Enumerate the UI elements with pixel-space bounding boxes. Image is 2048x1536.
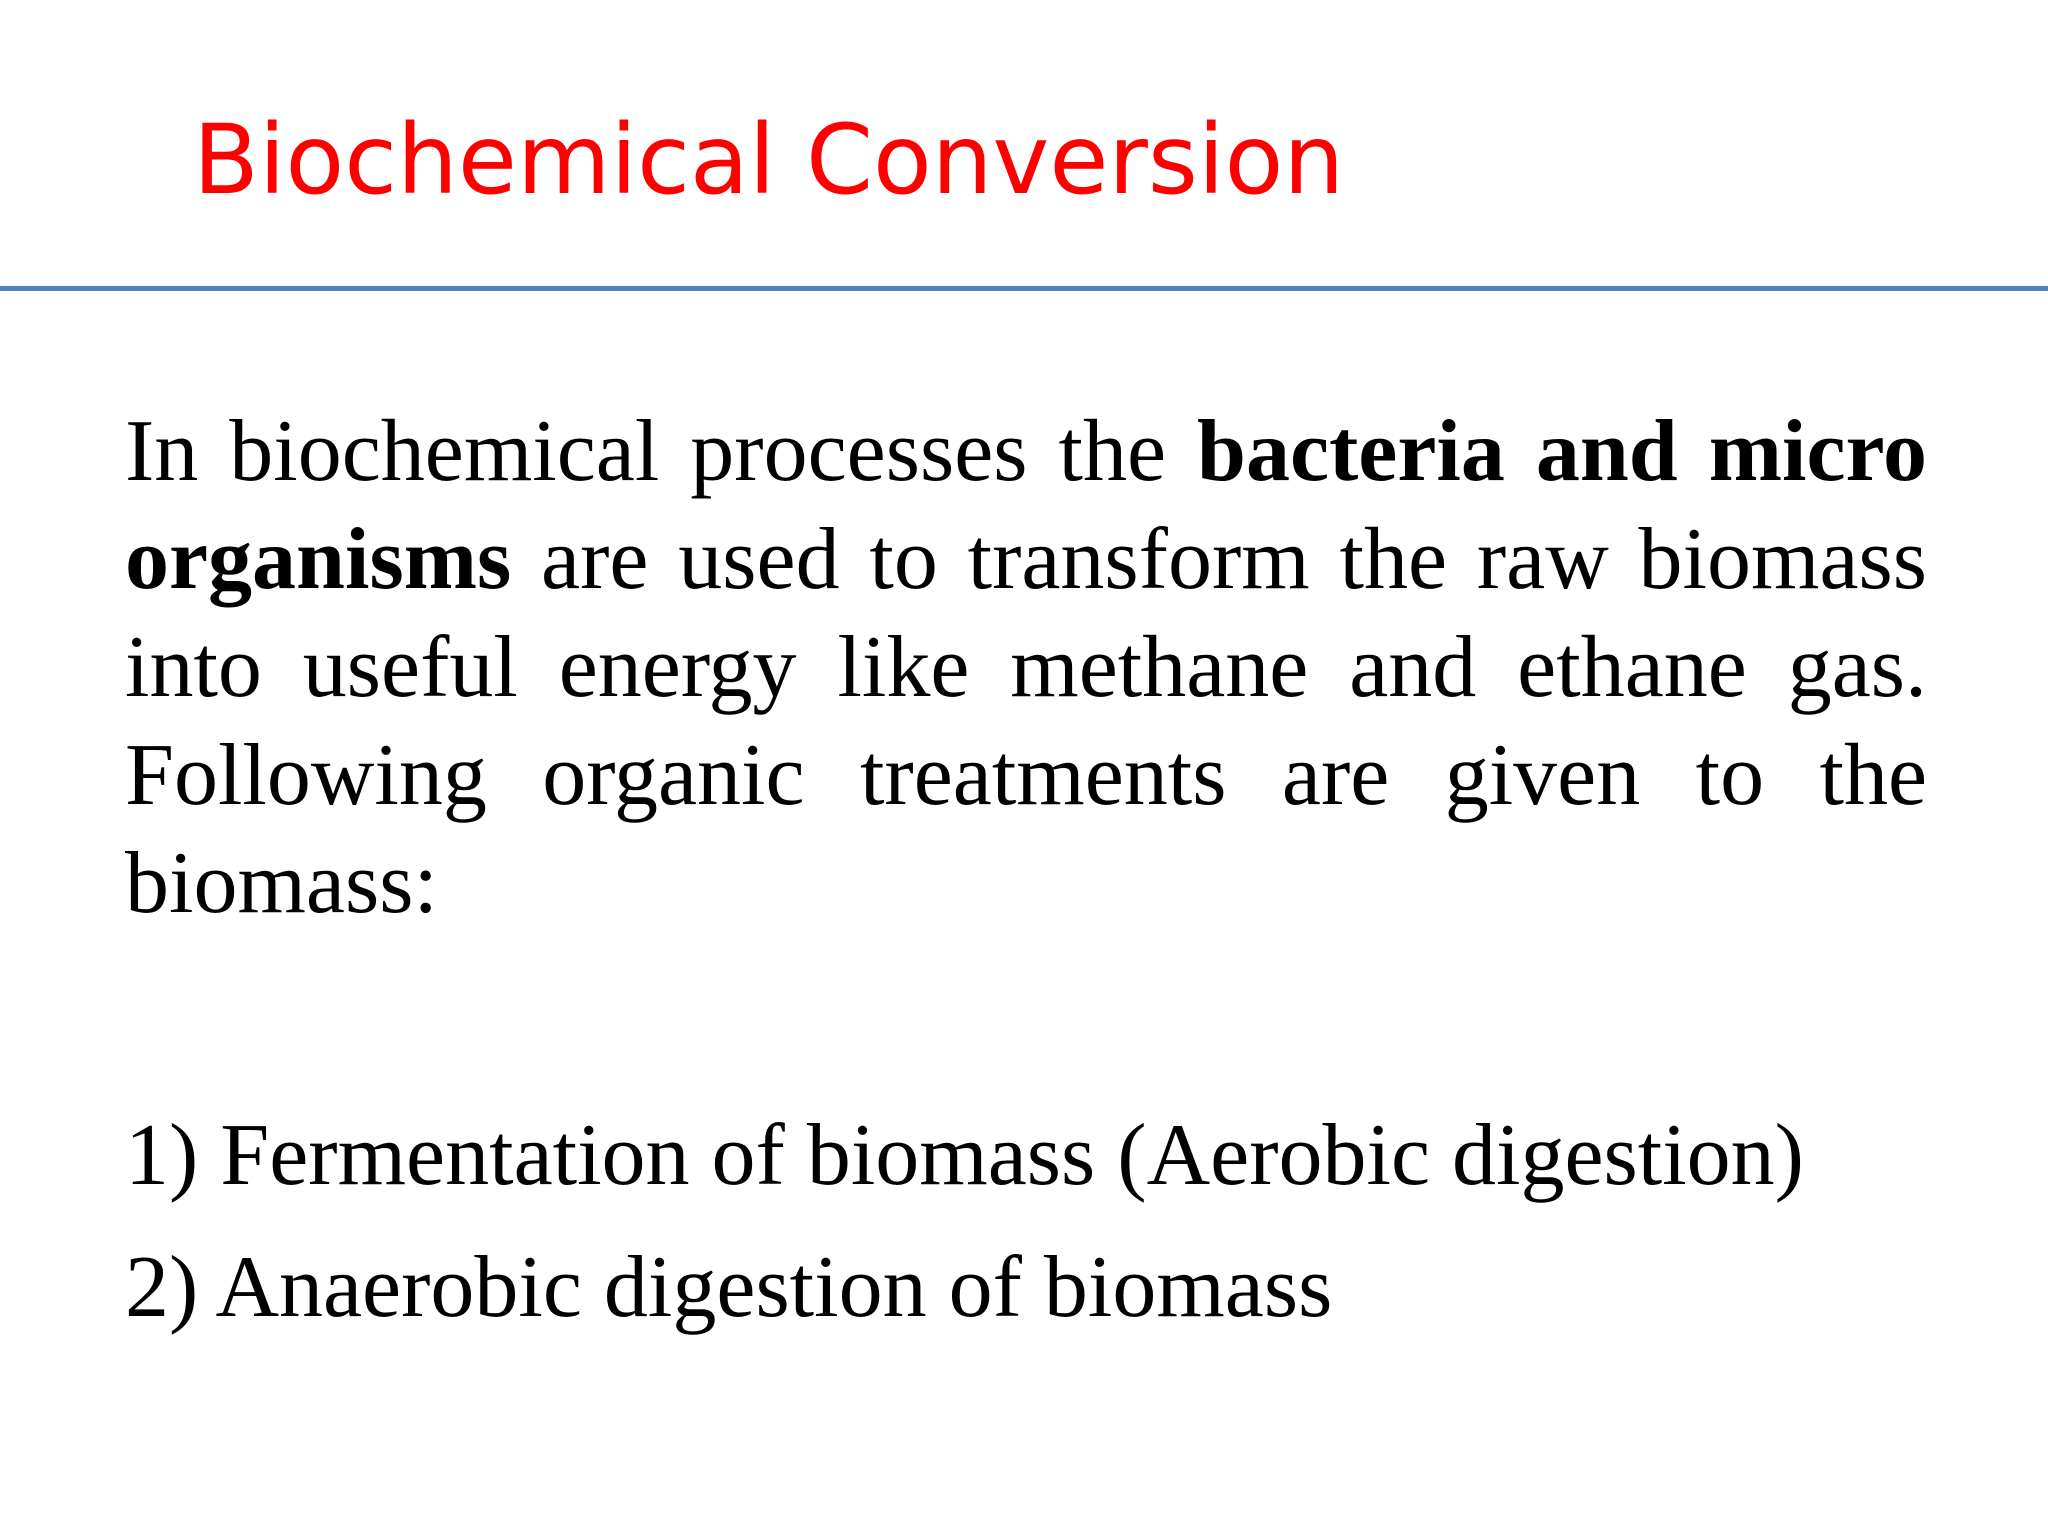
paragraph-text-2: are used to transform the raw biomass into useful energy like methane and ethane gas. Following organic treatments are given to the biomass:: [125, 511, 1927, 932]
title-divider: [0, 286, 2048, 291]
treatment-list: [125, 1090, 1985, 1354]
list-item: 2) Anaerobic digestion of biomass: [125, 1239, 1333, 1336]
body-paragraph: [125, 398, 1927, 938]
paragraph-bold-text: bacteria and micro organisms: [125, 403, 1927, 608]
slide-title: Biochemical Conversion: [193, 104, 1345, 216]
paragraph-text-1: In biochemical processes the: [125, 403, 1197, 500]
list-item: 1) Fermentation of biomass (Aerobic digestion): [125, 1107, 1804, 1204]
